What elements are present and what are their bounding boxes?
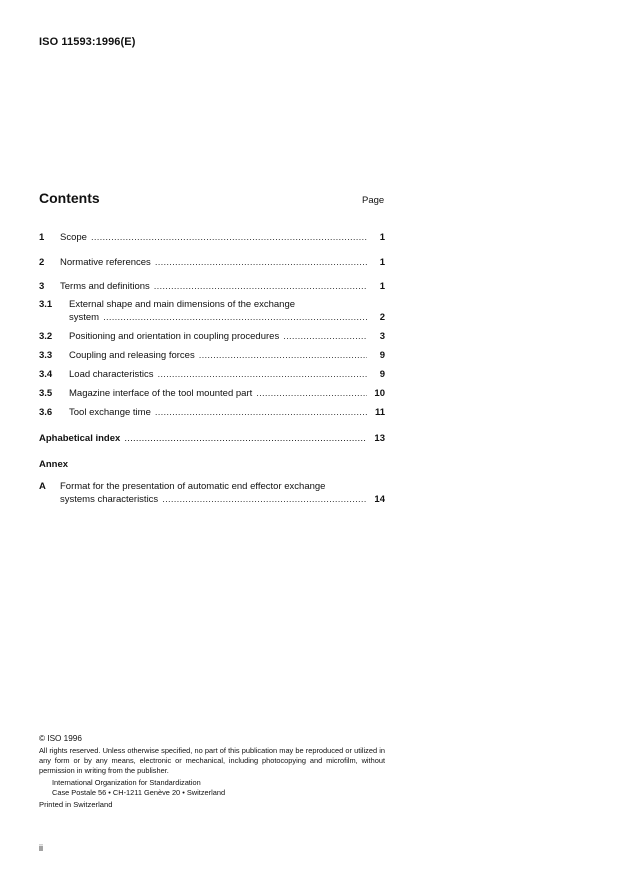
- toc-entry-title: Scope: [60, 232, 87, 243]
- annex-title: Format for the presentation of automatic end effector exchange: [60, 481, 326, 492]
- dot-leader: [256, 387, 367, 400]
- dot-leader: [155, 406, 367, 419]
- toc-entry-page: 1: [379, 257, 385, 268]
- dot-leader: [155, 256, 367, 269]
- index-title: Aphabetical index: [39, 433, 121, 444]
- toc-entry-page: 10: [374, 388, 385, 399]
- toc-entry-number: 3.2: [39, 331, 53, 342]
- organization-name: International Organization for Standardization: [52, 778, 201, 787]
- index-page: 13: [374, 433, 385, 444]
- toc-entry-page: 1: [379, 281, 385, 292]
- toc-entry-title: Coupling and releasing forces: [69, 350, 195, 361]
- toc-entry-number: 3.6: [39, 407, 53, 418]
- toc-entry-title: Terms and definitions: [60, 281, 150, 292]
- toc-entry-page: 11: [374, 407, 385, 418]
- toc-entry-number: 3.5: [39, 388, 53, 399]
- toc-annex-entry[interactable]: [39, 480, 385, 506]
- page-column-label: Page: [362, 195, 385, 206]
- annex-heading: Annex: [39, 459, 69, 470]
- annex-title-continued: systems characteristics: [60, 494, 159, 505]
- page-folio: ii: [39, 843, 43, 853]
- copyright-notice: © ISO 1996: [39, 734, 82, 743]
- dot-leader: [162, 493, 367, 506]
- toc-entry-number: 3.3: [39, 350, 53, 361]
- toc-entry-title: Magazine interface of the tool mounted part: [69, 388, 253, 399]
- toc-entry-number: 1: [39, 232, 45, 243]
- contents-heading: Contents: [39, 190, 100, 206]
- toc-entry-title: External shape and main dimensions of the exchange: [69, 299, 296, 310]
- toc-entry-title: Tool exchange time: [69, 407, 151, 418]
- dot-leader: [157, 368, 367, 381]
- toc-entry-number: 3.1: [39, 299, 53, 310]
- toc-entry-title-continued: system: [69, 312, 100, 323]
- toc-entry-title: Positioning and orientation in coupling procedures: [69, 331, 280, 342]
- annex-page: 14: [374, 494, 385, 505]
- rights-statement: All rights reserved. Unless otherwise specified, no part of this publication may be reproduced or utilized in any form or by any means, electronic or mechanical, including photocopying and microfilm, without permission in writing from the publisher.: [39, 746, 385, 775]
- dot-leader: [154, 280, 367, 293]
- toc-entry[interactable]: [39, 298, 385, 324]
- toc-index-entry[interactable]: [39, 433, 385, 444]
- dot-leader: [91, 231, 367, 244]
- toc-entry-page: 9: [379, 369, 385, 380]
- publisher-address: [52, 778, 225, 798]
- dot-leader: [103, 311, 367, 324]
- printed-in: Printed in Switzerland: [39, 800, 113, 809]
- toc-entry-number: 3: [39, 281, 45, 292]
- standard-identifier: ISO 11593:1996(E): [39, 36, 136, 48]
- dot-leader: [199, 349, 367, 362]
- annex-letter: A: [39, 481, 46, 492]
- toc-entry-number: 2: [39, 257, 45, 268]
- toc-entry-title: Normative references: [60, 257, 151, 268]
- toc-entry-page: 9: [379, 350, 385, 361]
- toc-entry-page: 2: [379, 312, 385, 323]
- toc-entry-page: 1: [379, 232, 385, 243]
- dot-leader: [283, 330, 367, 343]
- organization-address: Case Postale 56 • CH-1211 Genève 20 • Switzerland: [52, 788, 226, 797]
- toc-entry-number: 3.4: [39, 369, 53, 380]
- toc-entry-page: 3: [379, 331, 385, 342]
- dot-leader: [124, 433, 367, 444]
- toc-entry-title: Load characteristics: [69, 369, 154, 380]
